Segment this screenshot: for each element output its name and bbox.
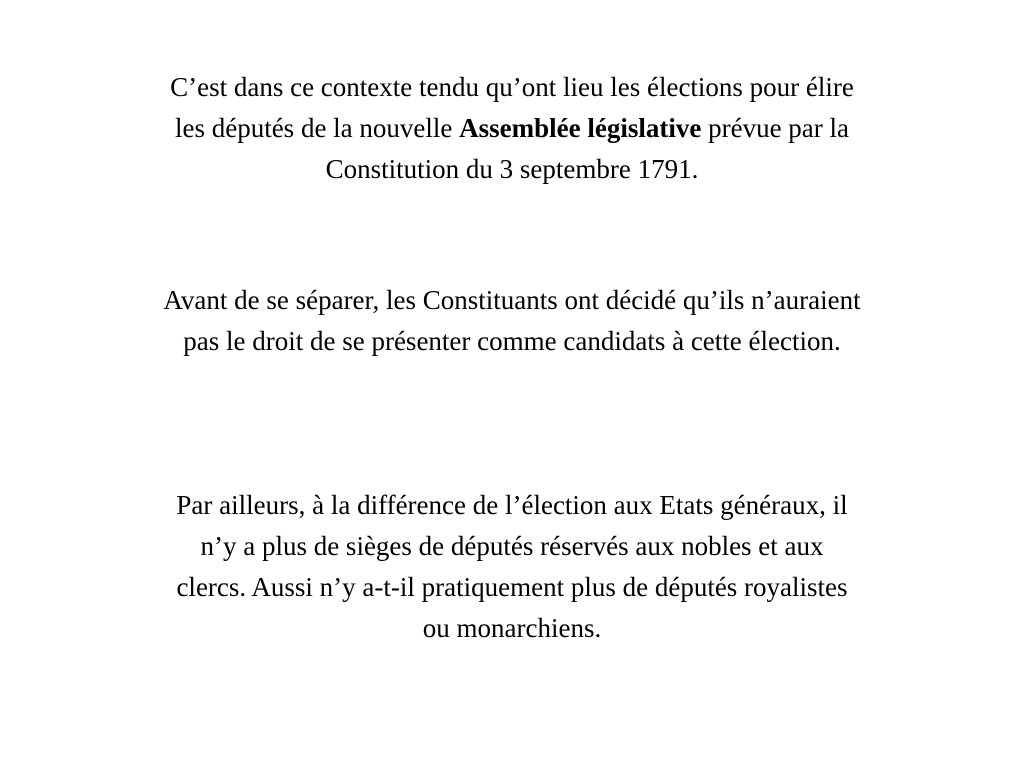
bold-term-assemblee-legislative: Assemblée législative <box>459 113 702 143</box>
text-segment: prévue par la <box>701 113 850 143</box>
paragraph-elections-context <box>0 67 1024 190</box>
text-line: C’est dans ce contexte tendu qu’ont lieu les élections pour élire <box>170 72 854 102</box>
text-line: Constitution du 3 septembre 1791. <box>325 154 699 184</box>
text-line: pas le droit de se présenter comme candidats à cette élection. <box>183 326 841 356</box>
text-line: clercs. Aussi n’y a-t-il pratiquement plus de députés royalistes <box>176 572 848 602</box>
text-line <box>0 108 1024 149</box>
text-segment: les députés de la nouvelle <box>174 113 460 143</box>
text-line: Par ailleurs, à la différence de l’élection aux Etats généraux, il <box>176 490 848 520</box>
text-line: n’y a plus de sièges de députés réservés aux nobles et aux <box>200 531 824 561</box>
paragraph-sieges-deputes <box>0 485 1024 649</box>
text-line: ou monarchiens. <box>422 613 602 643</box>
text-line: Avant de se séparer, les Constituants ont décidé qu’ils n’auraient <box>163 285 861 315</box>
paragraph-constituants <box>0 280 1024 362</box>
